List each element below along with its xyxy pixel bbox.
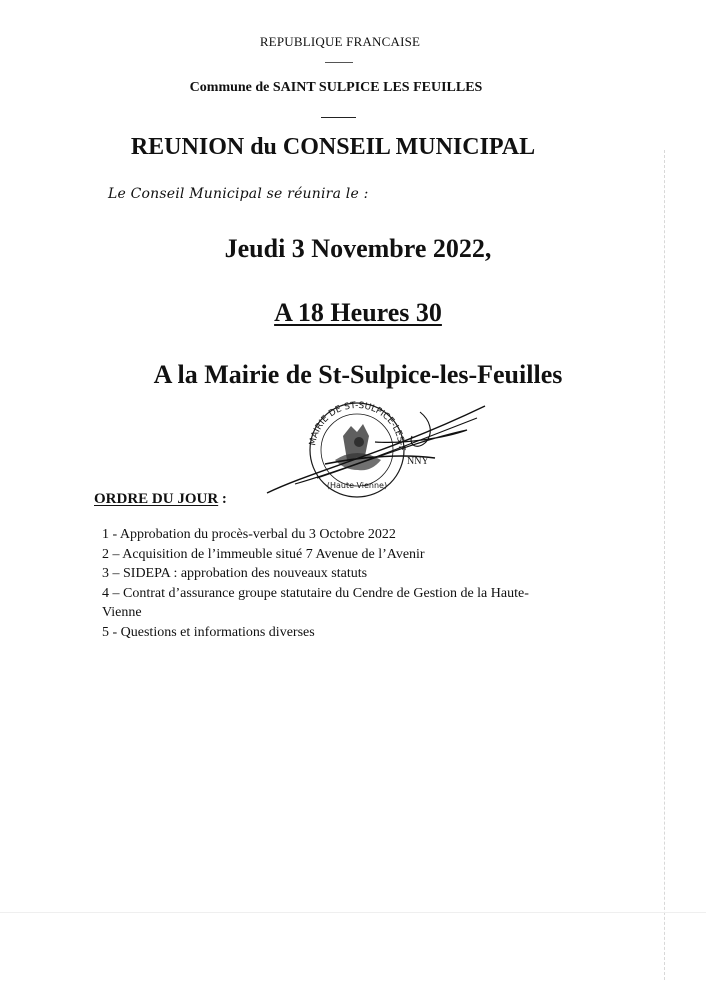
agenda-heading (94, 491, 227, 508)
agenda-item: 1 - Approbation du procès-verbal du 3 Octobre 2022 (102, 527, 396, 542)
meeting-date: Jeudi 3 Novembre 2022, (224, 234, 492, 263)
agenda-item-continuation: Vienne (102, 605, 142, 620)
agenda-item: 2 – Acquisition de l’immeuble situé 7 Avenue de l’Avenir (102, 546, 425, 562)
scan-artifact-right (664, 150, 665, 980)
agenda-item: 5 - Questions et informations diverses (102, 624, 315, 640)
republic-heading: REPUBLIQUE FRANCAISE (259, 34, 421, 49)
svg-text:(Haute-Vienne): (Haute-Vienne) (326, 481, 388, 490)
agenda-item: 4 – Contrat d’assurance groupe statutaire du Cendre de Gestion de la Haute- (102, 585, 529, 601)
meeting-intro: Le Conseil Municipal se réunira le : (108, 186, 369, 202)
meeting-title: REUNION du CONSEIL MUNICIPAL (130, 134, 536, 160)
meeting-time: A 18 Heures 30 (274, 298, 442, 327)
meeting-place: A la Mairie de St-Sulpice-les-Feuilles (153, 360, 563, 389)
divider (321, 117, 356, 118)
agenda-list (102, 525, 602, 642)
agenda-item: 3 – SIDEPA : approbation des nouveaux statuts (102, 566, 368, 581)
scan-artifact-bottom (0, 912, 706, 913)
svg-text:MAIRIE DE ST-SULPICE-LES-FEUIL: MAIRIE DE ST-SULPICE-LES-F (308, 400, 407, 452)
agenda-heading-suffix: : (218, 491, 227, 507)
svg-text:NNY: NNY (407, 456, 429, 467)
commune-heading: Commune de SAINT SULPICE LES FEUILLES (189, 80, 483, 95)
stamp-seal-icon (255, 398, 495, 503)
official-stamp-signature (255, 398, 495, 503)
agenda-heading-label: ORDRE DU JOUR (94, 491, 219, 507)
divider (325, 62, 353, 63)
